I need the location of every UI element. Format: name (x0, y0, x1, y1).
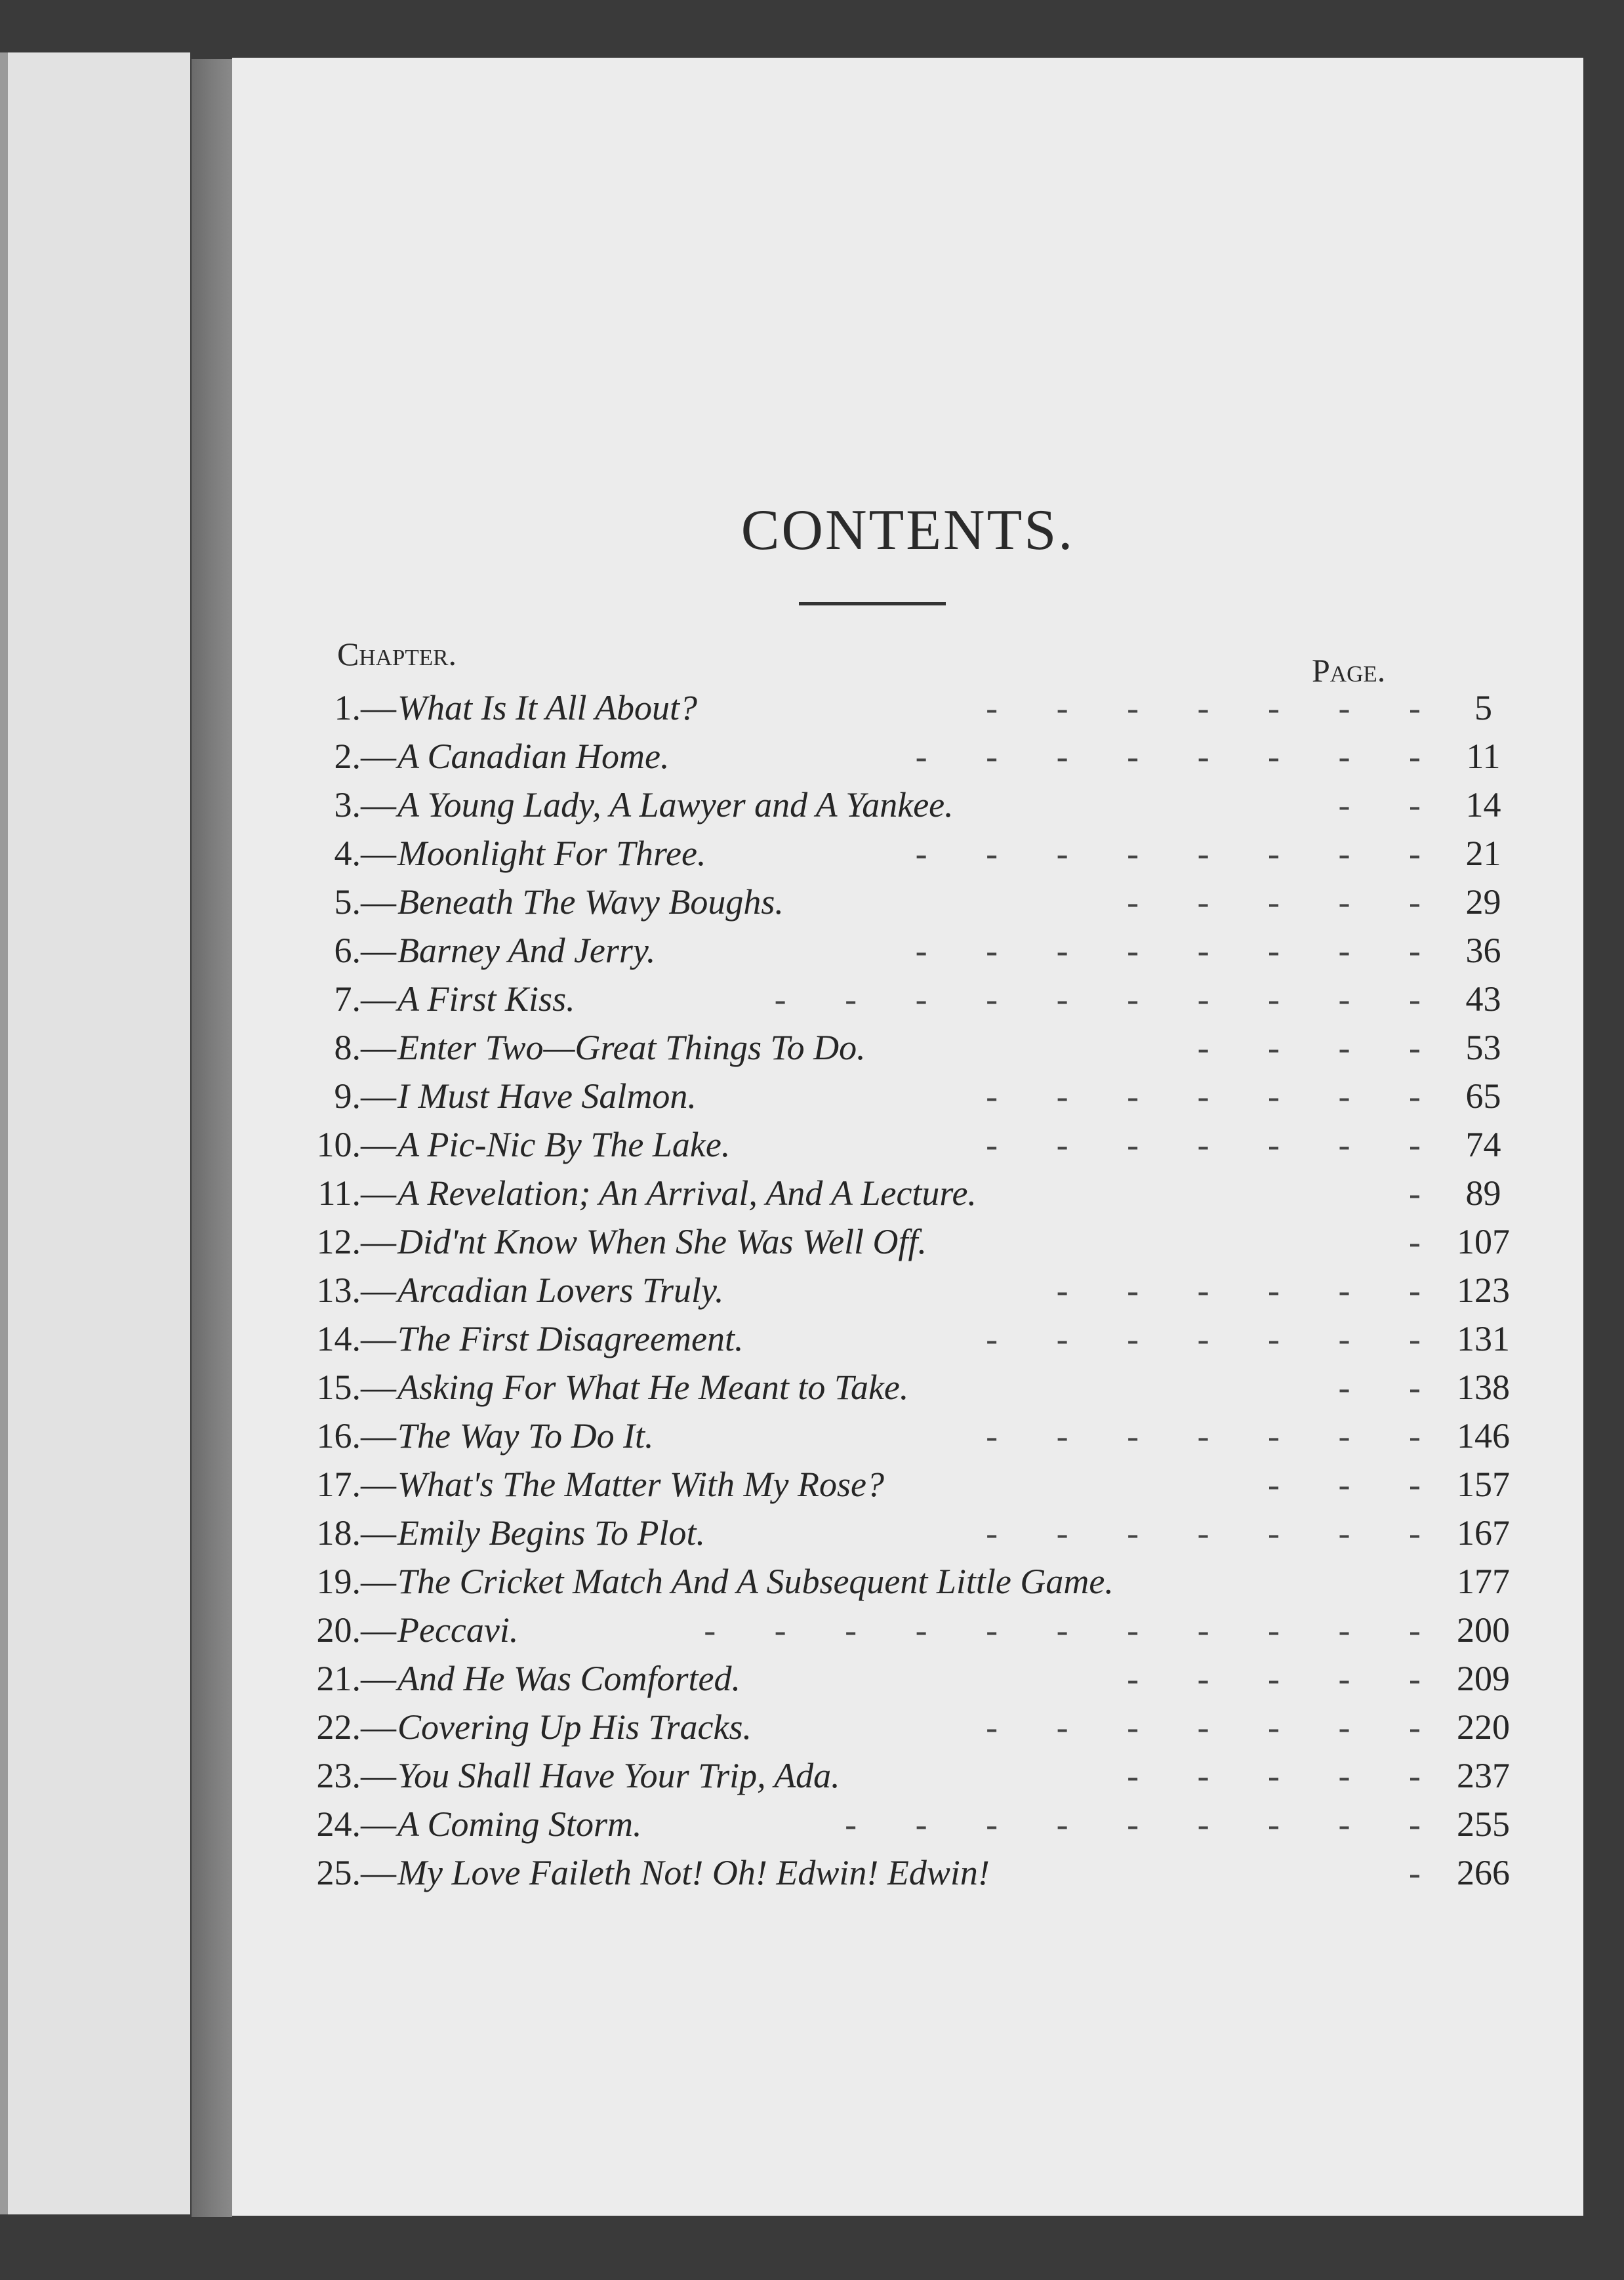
toc-entry (298, 1415, 1518, 1464)
page-number: 200 (1457, 1610, 1510, 1650)
toc-entry (298, 1076, 1518, 1124)
page-number: 237 (1457, 1756, 1510, 1795)
chapter-number: 21.— (316, 1659, 396, 1698)
leader-dots: - - - - - - - (986, 1707, 1446, 1747)
leader-dots: - - - - - - - (986, 1125, 1446, 1164)
chapter-title: Emily Begins To Plot. (397, 1513, 705, 1553)
left-page (0, 52, 190, 2214)
toc-entry (298, 687, 1518, 736)
chapter-number: 17.— (316, 1465, 396, 1504)
page-number: 123 (1457, 1271, 1510, 1310)
chapter-number: 8.— (334, 1028, 396, 1067)
leader-dots: - - (1338, 1368, 1446, 1407)
book-spine (192, 59, 232, 2217)
chapter-title: The Way To Do It. (397, 1416, 654, 1456)
toc-entry (298, 833, 1518, 882)
leader-dots: - - - - - - - - - - - (704, 1610, 1446, 1650)
chapter-number: 1.— (334, 688, 396, 727)
chapter-number: 18.— (316, 1513, 396, 1553)
chapter-title: Covering Up His Tracks. (397, 1707, 752, 1747)
chapter-title: A Coming Storm. (397, 1804, 642, 1844)
chapter-title: What Is It All About? (397, 688, 697, 727)
page-number: 220 (1457, 1707, 1510, 1747)
page-number: 43 (1465, 979, 1501, 1019)
toc-entry (298, 736, 1518, 784)
toc-entry (298, 882, 1518, 930)
chapter-title: The Cricket Match And A Subsequent Little Game. (397, 1562, 1114, 1601)
page-number: 131 (1457, 1319, 1510, 1358)
page-number: 29 (1465, 882, 1501, 922)
toc-entry (298, 1513, 1518, 1561)
toc-entry (298, 1561, 1518, 1610)
page-number: 209 (1457, 1659, 1510, 1698)
leader-dots: - - - - - (1127, 882, 1446, 922)
toc-entry (298, 1173, 1518, 1221)
leader-dots: - (1409, 1853, 1446, 1892)
toc-entry (298, 1464, 1518, 1513)
leader-dots: - (1409, 1222, 1446, 1261)
chapter-number: 10.— (316, 1125, 396, 1164)
chapter-number: 22.— (316, 1707, 396, 1747)
chapter-title: Asking For What He Meant to Take. (397, 1368, 909, 1407)
chapter-number: 20.— (316, 1610, 396, 1650)
chapter-title: I Must Have Salmon. (397, 1076, 697, 1116)
chapter-title: And He Was Comforted. (397, 1659, 741, 1698)
toc-entry (298, 1221, 1518, 1270)
page-number: 255 (1457, 1804, 1510, 1844)
toc-entry (298, 1318, 1518, 1367)
page-number: 5 (1474, 688, 1492, 727)
leader-dots: - - (1338, 785, 1446, 824)
chapter-number: 16.— (316, 1416, 396, 1456)
title-rule (799, 602, 946, 605)
leader-dots: - - - - - (1127, 1659, 1446, 1698)
leader-dots: - - - - - - - (986, 1319, 1446, 1358)
chapter-title: A First Kiss. (397, 979, 575, 1019)
chapter-title: The First Disagreement. (397, 1319, 744, 1358)
toc-entry (298, 1707, 1518, 1755)
contents-page (232, 58, 1583, 2216)
page-number: 177 (1457, 1562, 1510, 1601)
left-page-edge (0, 52, 8, 2214)
chapter-title: Arcadian Lovers Truly. (397, 1271, 724, 1310)
chapter-number: 5.— (334, 882, 396, 922)
chapter-title: A Canadian Home. (397, 737, 670, 776)
chapter-title: Moonlight For Three. (397, 834, 706, 873)
chapter-title: What's The Matter With My Rose? (397, 1465, 884, 1504)
toc-entry (298, 979, 1518, 1027)
chapter-number: 23.— (316, 1756, 396, 1795)
chapter-number: 7.— (334, 979, 396, 1019)
chapter-number: 12.— (316, 1222, 396, 1261)
page-number: 14 (1465, 785, 1501, 824)
chapter-number: 19.— (316, 1562, 396, 1601)
page-number: 74 (1465, 1125, 1501, 1164)
page-number: 21 (1465, 834, 1501, 873)
leader-dots: - - - - - - - (986, 1513, 1446, 1553)
leader-dots: - - - (1268, 1465, 1446, 1504)
page-number: 157 (1457, 1465, 1510, 1504)
toc-entry (298, 1027, 1518, 1076)
toc-entry (298, 1852, 1518, 1901)
chapter-title: Beneath The Wavy Boughs. (397, 882, 784, 922)
chapter-title: A Revelation; An Arrival, And A Lecture. (397, 1173, 977, 1213)
page-number: 107 (1457, 1222, 1510, 1261)
leader-dots: - - - - - - - - - (845, 1804, 1446, 1844)
page-number: 138 (1457, 1368, 1510, 1407)
chapter-number: 11.— (317, 1173, 396, 1213)
page-number: 53 (1465, 1028, 1501, 1067)
leader-dots: - - - - - - (1056, 1271, 1446, 1310)
page-number: 167 (1457, 1513, 1510, 1553)
page-number: 11 (1466, 737, 1501, 776)
chapter-number: 2.— (334, 737, 396, 776)
chapter-title: Barney And Jerry. (397, 931, 656, 970)
leader-dots: - - - - - - - - (915, 834, 1446, 873)
page-number: 65 (1465, 1076, 1501, 1116)
chapter-number: 15.— (316, 1368, 396, 1407)
chapter-number: 24.— (316, 1804, 396, 1844)
chapter-title: You Shall Have Your Trip, Ada. (397, 1756, 840, 1795)
toc-entry (298, 1658, 1518, 1707)
chapter-title: A Pic-Nic By The Lake. (397, 1125, 731, 1164)
chapter-number: 6.— (334, 931, 396, 970)
leader-dots: - - - - - - - - - - (774, 979, 1446, 1019)
toc-entry (298, 1804, 1518, 1852)
chapter-number: 25.— (316, 1853, 396, 1892)
toc-entry (298, 1367, 1518, 1415)
chapter-number: 4.— (334, 834, 396, 873)
chapter-number: 13.— (316, 1271, 396, 1310)
leader-dots: - - - - - - - - (915, 737, 1446, 776)
page-number: 89 (1465, 1173, 1501, 1213)
chapter-title: Enter Two—Great Things To Do. (397, 1028, 866, 1067)
chapter-title: Did'nt Know When She Was Well Off. (397, 1222, 927, 1261)
page-title: CONTENTS. (741, 499, 1075, 562)
leader-dots: - - - - (1197, 1028, 1446, 1067)
chapter-title: My Love Faileth Not! Oh! Edwin! Edwin! (397, 1853, 990, 1892)
toc-entry (298, 930, 1518, 979)
leader-dots: - (1409, 1173, 1446, 1213)
leader-dots: - - - - - - - - (915, 931, 1446, 970)
chapter-title: Peccavi. (397, 1610, 519, 1650)
chapter-number: 9.— (334, 1076, 396, 1116)
page-number: 266 (1457, 1853, 1510, 1892)
chapter-number: 3.— (334, 785, 396, 824)
leader-dots: - - - - - - - (986, 688, 1446, 727)
table-of-contents (298, 687, 1518, 1901)
toc-entry (298, 1610, 1518, 1658)
page-number: 146 (1457, 1416, 1510, 1456)
toc-entry (298, 1755, 1518, 1804)
chapter-title: A Young Lady, A Lawyer and A Yankee. (397, 785, 954, 824)
page-number: 36 (1465, 931, 1501, 970)
leader-dots: - - - - - - - (986, 1416, 1446, 1456)
toc-entry (298, 1270, 1518, 1318)
chapter-number: 14.— (316, 1319, 396, 1358)
toc-entry (298, 784, 1518, 833)
leader-dots: - - - - - - - (986, 1076, 1446, 1116)
chapter-column-header: Chapter. (337, 636, 457, 672)
toc-entry (298, 1124, 1518, 1173)
leader-dots: - - - - - (1127, 1756, 1446, 1795)
page-column-header: Page. (1312, 652, 1386, 689)
